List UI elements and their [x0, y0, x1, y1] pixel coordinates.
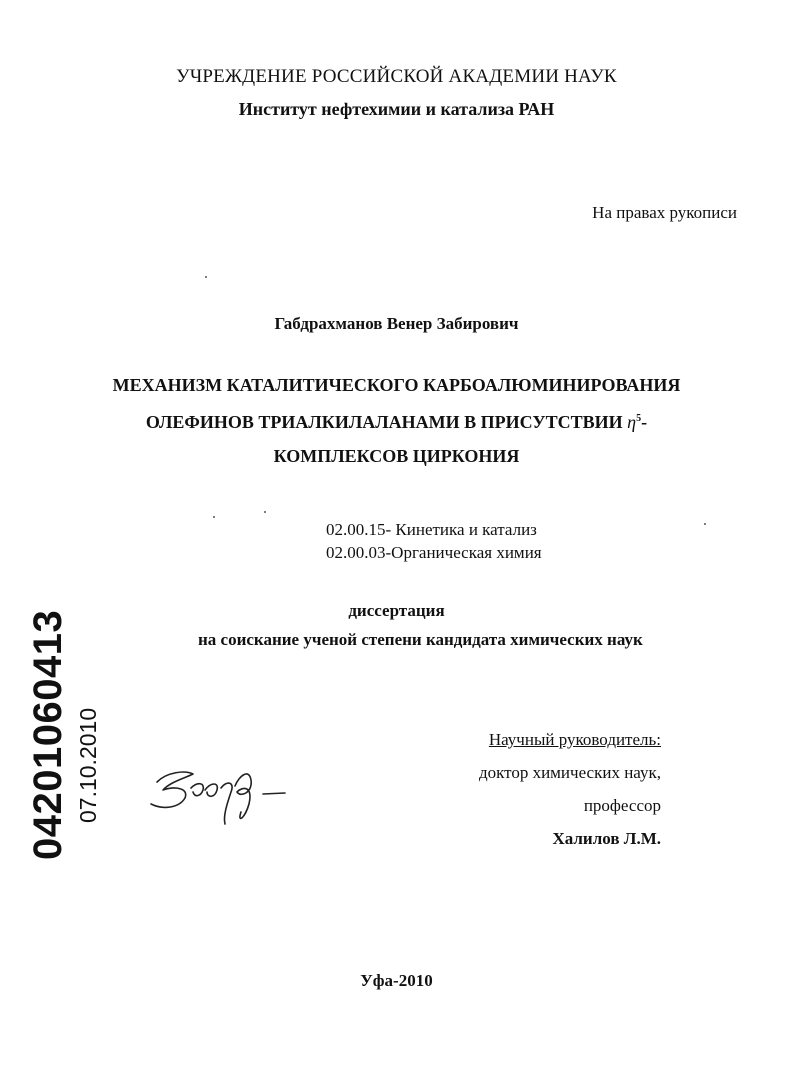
- eta-symbol: η: [627, 412, 637, 432]
- archive-stamp-number: 04201060413: [26, 609, 70, 860]
- institution-heading: УЧРЕЖДЕНИЕ РОССИЙСКОЙ АКАДЕМИИ НАУК: [176, 66, 617, 87]
- title-line-2-dash: -: [641, 412, 648, 432]
- scan-speck: [704, 523, 706, 525]
- specialty-item: 02.00.15- Кинетика и катализ: [326, 520, 537, 539]
- scan-speck: [264, 511, 266, 513]
- scan-speck: [213, 516, 215, 518]
- handwritten-signature-icon: [145, 752, 295, 837]
- title-line-1: МЕХАНИЗМ КАТАЛИТИЧЕСКОГО КАРБОАЛЮМИНИРОВАНИЯ: [112, 375, 681, 395]
- advisor-degree: доктор химических наук,: [478, 763, 661, 782]
- advisor-label: Научный руководитель:: [488, 730, 661, 749]
- thesis-title: [0, 368, 793, 473]
- degree-statement: на соискание ученой степени кандидата химических наук: [198, 630, 643, 649]
- manuscript-note: На правах рукописи: [592, 203, 737, 222]
- author-name: Габдрахманов Венер Забирович: [274, 314, 519, 333]
- advisor-block: [479, 723, 661, 855]
- specialty-item: 02.00.03-Органическая химия: [326, 543, 542, 562]
- city-year: Уфа-2010: [360, 971, 433, 990]
- scan-speck: [205, 276, 207, 278]
- advisor-rank: профессор: [583, 796, 661, 815]
- advisor-name: Халилов Л.М.: [552, 829, 661, 848]
- eta-superscript: 5: [636, 413, 642, 424]
- title-line-3: КОМПЛЕКСОВ ЦИРКОНИЯ: [273, 446, 520, 466]
- institute-name: Институт нефтехимии и катализа РАН: [238, 99, 555, 119]
- specialties-list: [326, 518, 542, 564]
- work-type: диссертация: [348, 601, 445, 620]
- archive-stamp-date: 07.10.2010: [75, 707, 101, 823]
- title-line-2: [0, 402, 793, 439]
- title-line-2-text: ОЛЕФИНОВ ТРИАЛКИЛАЛАНАМИ В ПРИСУТСТВИИ: [145, 412, 623, 432]
